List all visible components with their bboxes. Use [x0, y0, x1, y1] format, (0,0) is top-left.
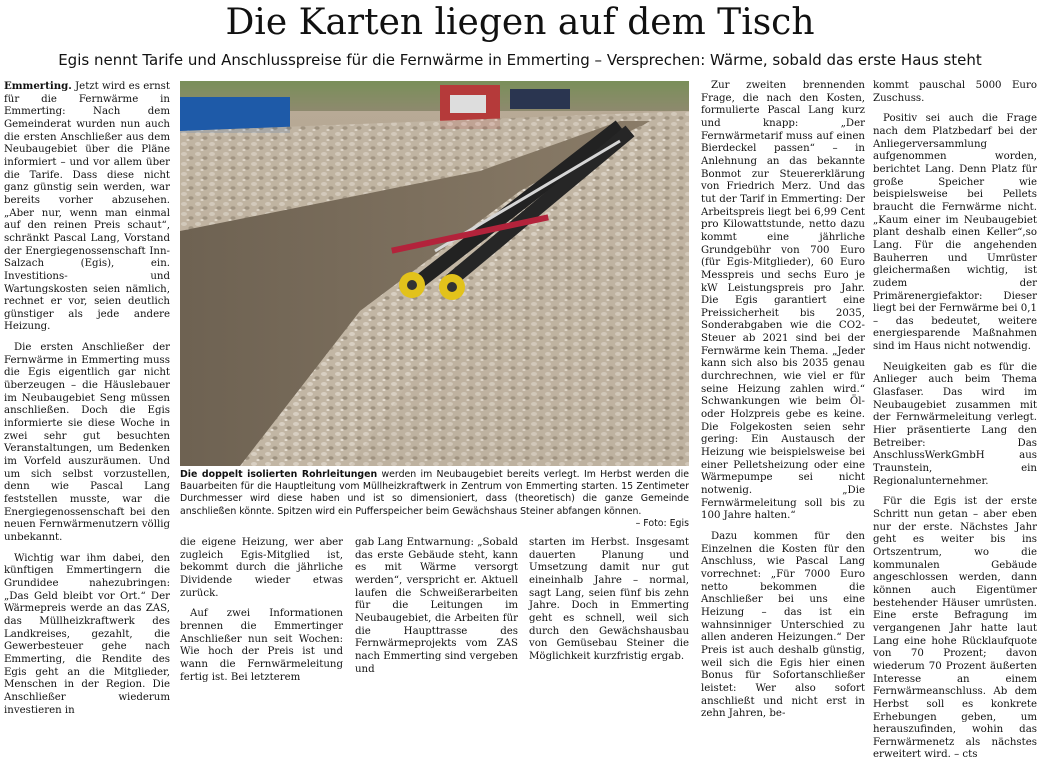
- column-4: [529, 537, 689, 661]
- headline: Die Karten liegen auf dem Tisch: [225, 2, 815, 43]
- paragraph: gab Lang Entwarnung: „Sobald das erste Gebäude steht, kann es mit Wärme versorgt werden“, verspricht er. Aktuell laufen die Schweißerarbeiten für die Leitungen im Neubaugebiet, die Arbeiten für die Haupttrasse des Fernwärmeprojekts vom ZAS nach Emmerting sind vergeben und: [355, 537, 518, 675]
- paragraph: Zur zweiten brennenden Frage, die nach den Kosten, formulierte Pascal Lang kurz und knapp: „Der Fernwärmetarif muss auf einen Bierdeckel passen“ – in Anlehnung an das bekannte Bonmot zur Steuererklärung von Friedrich Merz. Und das tut der Tarif in Emmerting: Der Arbeitspreis liegt bei 6,99 Cent pro Kilowattstunde, netto dazu kommt eine jährliche Grundgebühr von 700 Euro (für Egis-Mitglieder), 60 Euro Messpreis und sechs Euro je kW Leistungspreis pro Jahr. Die Egis garantiert eine Preissicherheit bis 2035, Sonderabgaben wie die CO2-Steuer ab 2021 sind bei der Fernwärme kein Thema. „Jeder kann sich also bis 2035 genau durchrechnen, wie viel er für seine Heizung zahlen wird.“ Schwankungen wie beim Öl- oder Holzpreis gebe es keine. Die Folgekosten seien sehr gering: Ein Austausch der Heizung wie beispielsweise bei einer Pelletsheizung oder eine Wärmepumpe sei nicht notwenig. „Die Fernwärmeleitung soll bis zu 100 Jahre halten.“: [701, 80, 865, 522]
- paragraph: die eigene Heizung, wer aber zugleich Egis-Mitglied ist, bekommt durch die jährliche Dividende wieder etwas zurück.: [180, 537, 343, 599]
- column-3: [355, 537, 518, 675]
- paragraph: Die ersten Anschließer der Fernwärme in Emmerting muss die Egis eigentlich gar nicht überzeugen – die Häuslebauer im Neubaugebiet Seng müssen anschließen. Doch die Egis informierte sie diese Woche in zwei sehr gut besuchten Veranstaltungen, um Bedenken im Vorfeld auszuräumen. Und um sich selbst vorzustellen, denn wie Pascal Lang feststellen musste, war die Energiegenossenschaft bei den neuen Fernwärmenutzern völlig unbekannt.: [4, 342, 170, 543]
- paragraph: Positiv sei auch die Frage nach dem Platzbedarf bei der Anliegerversammlung aufgenommen worden, berichtet Lang. Denn Platz für große Speicher wie beispielsweise bei Pellets braucht die Fernwärme nicht. „Kaum einer im Neubaugebiet plant deshalb einen Keller“,so Lang. Für die angehenden Bauherren und Umrüster gleichermaßen wichtig, ist zudem der Primärenergiefaktor: Dieser liegt bei der Fernwärme bei 0,1 – das bedeutet, weitere energiesparende Maßnahmen sind im Haus nicht notwendig.: [873, 113, 1037, 353]
- paragraph: Für die Egis ist der erste Schritt nun getan – aber eben nur der erste. Nächstes Jahr geht es weiter bis ins Ortszentrum, wo die kommunalen Gebäude angeschlossen werden, dann können auch Eigentümer bestehender Häuser umrüsten. Eine erste Befragung im vergangenen Jahr hatte laut Lang eine hohe Rücklaufquote von 70 Prozent; davon wiederum 70 Prozent äußerten Interesse an einem Fernwärmeanschluss. Ab dem Herbst soll es konkrete Erhebungen geben, um herauszufinden, wohin das Fernwärmenetz als nächstes erweitert wird. – cts: [873, 496, 1037, 761]
- subheadline: Egis nennt Tarife und Anschlusspreise für die Fernwärme in Emmerting – Versprechen: Wärme, sobald das erste Haus steht: [58, 51, 982, 69]
- paragraph: Wichtig war ihm dabei, den künftigen Emmertingern die Grundidee nahezubringen: „Das Geld bleibt vor Ort.“ Der Wärmepreis werde an das ZAS, das Müllheizkraftwerk des Landkreises, gezahlt, die Gewerbesteuer gehe nach Emmerting, die Rendite des Egis geht an die Mitglieder, Menschen in der Region. Die Anschließer wiederum investieren in: [4, 552, 170, 716]
- column-1: [4, 80, 170, 716]
- paragraph: Neuigkeiten gab es für die Anlieger auch beim Thema Glasfaser. Das wird im Neubaugebiet zusammen mit der Fernwärmeleitung verlegt. Hier präsentierte Lang den Betreiber: Das AnschlussWerkGmbH aus Traunstein, ein Regionalunternehmer.: [873, 361, 1037, 487]
- paragraph: starten im Herbst. Insgesamt dauerten Planung und Umsetzung damit nur gut eineinhalb Jahre – normal, sagt Lang, seien fünf bis zehn Jahre. Doch in Emmerting geht es schnell, weil sich durch den Gewächshausbau von Gemüsebau Steiner die Möglichkeit kurzfristig ergab.: [529, 537, 689, 662]
- caption-text: werden im Neubaugebiet bereits verlegt. Im Herbst werden die Bauarbeiten für die Hauptleitung vom Müllheizkraftwerk in Zentrum von Emmerting starten. 15 Zentimeter Durchmesser wird diese haben und ist so dimensioniert, dass (theoretisch) die ganze Gemeinde anschließen könnte. Spitzen wird ein Pufferspeicher beim Gewächshaus Steiner abfangen können.: [180, 469, 689, 517]
- caption-bold: Die doppelt isolierten Rohrleitungen: [180, 469, 378, 480]
- paragraph: Auf zwei Informationen brennen die Emmertinger Anschließer nun seit Wochen: Wie hoch der Preis ist und wann die Fernwärmeleitung fertig ist. Bei letzterem: [180, 608, 343, 683]
- paragraph: [4, 80, 170, 334]
- column-6: [873, 80, 1037, 761]
- column-5: [701, 80, 865, 720]
- photo-caption: [180, 469, 689, 530]
- paragraph-text: Jetzt wird es ernst für die Fernwärme in Emmerting: Nach dem Gemeinderat wurden nun auch die ersten Anschließer aus dem Neubaugebiet über die Pläne informiert – und vor allem über die Tarife. Dass diese nicht ganz günstig sein werden, war bereits vorher abzusehen. „Aber nur, wenn man einmal auf den reinen Preis schaut“, schränkt Pascal Lang, Vorstand der Energiegenossenschaft Inn-Salzach (Egis), ein. Investitions- und Wartungskosten seien nämlich, rechnet er vor, seien deutlich günstiger als jede andere Heizung.: [4, 81, 170, 333]
- column-2: [180, 537, 343, 683]
- pipe-trench-photo: [180, 81, 689, 466]
- article-photo: [180, 81, 689, 466]
- paragraph: Dazu kommen für den Einzelnen die Kosten für den Anschluss, wie Pascal Lang vorrechnet: „Für 7000 Euro netto bekommen die Anschließer bei uns eine Heizung – das ist ein wahnsinniger Unterschied zu allen anderen Heizungen.“ Der Preis ist auch deshalb günstig, weil sich die Egis hier einen Bonus für Sofortanschließer leistet: Wer also sofort anschließt und nicht erst in zehn Jahren, be-: [701, 530, 865, 720]
- paragraph: kommt pauschal 5000 Euro Zuschuss.: [873, 80, 1037, 104]
- dateline: Emmerting.: [4, 80, 72, 92]
- photo-credit: – Foto: Egis: [635, 517, 689, 529]
